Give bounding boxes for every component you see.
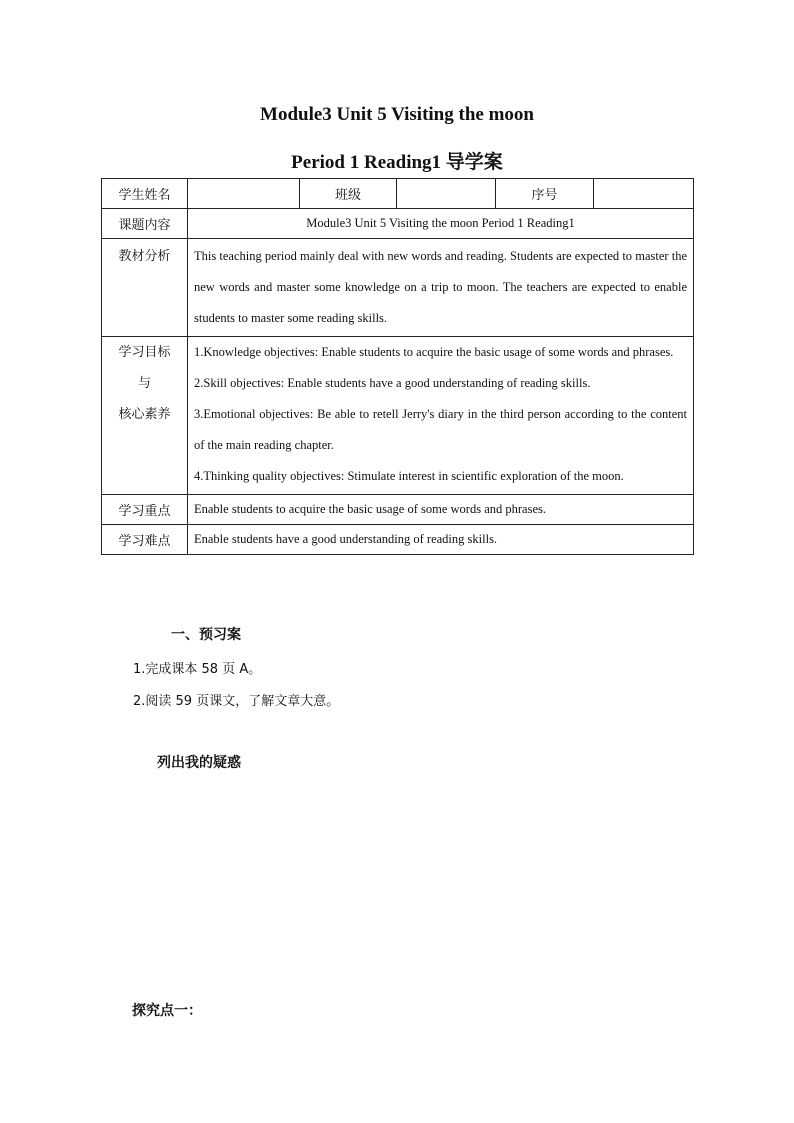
- seq-label: 序号: [496, 179, 594, 209]
- objective-item: 2.Skill objectives: Enable students have a good understanding of reading skills.: [194, 376, 591, 390]
- objectives-label: [102, 337, 188, 495]
- difficulty-text: Enable students have a good understanding of reading skills.: [188, 525, 694, 555]
- analysis-text: This teaching period mainly deal with new words and reading. Students are expected to master the new words and master some knowledge on a trip to moon. The teachers are expected to enable students to master some reading skills.: [194, 249, 687, 325]
- key-point-row: [102, 495, 694, 525]
- key-point-label: 学习重点: [102, 495, 188, 525]
- document-title: Module3 Unit 5 Visiting the moon: [260, 104, 534, 125]
- preview-task: 2.阅读 59 页课文，了解文章大意。: [133, 694, 340, 709]
- objective-item: 1.Knowledge objectives: Enable students to acquire the basic usage of some words and phrases.: [194, 345, 674, 359]
- analysis-row: [102, 239, 694, 337]
- class-label: 班级: [300, 179, 397, 209]
- student-name-label: 学生姓名: [102, 179, 188, 209]
- objective-item: 3.Emotional objectives: Be able to retell Jerry's diary in the third person according to the content of the main reading chapter.: [194, 407, 687, 452]
- topic-label: 课题内容: [102, 209, 188, 239]
- objectives-row: [102, 337, 694, 495]
- difficulty-label: 学习难点: [102, 525, 188, 555]
- analysis-label: 教材分析: [102, 239, 188, 337]
- document-subtitle: Period 1 Reading1 导学案: [291, 152, 503, 173]
- student-name-field[interactable]: [188, 179, 300, 209]
- difficulty-row: [102, 525, 694, 555]
- seq-field[interactable]: [594, 179, 694, 209]
- explore-heading: 探究点一：: [132, 1003, 202, 1019]
- questions-heading: 列出我的疑惑: [157, 755, 241, 771]
- key-point-text: Enable students to acquire the basic usage of some words and phrases.: [188, 495, 694, 525]
- preview-heading: 一、预习案: [171, 627, 241, 643]
- student-info-row: [102, 179, 694, 209]
- objectives-label-line2: 与: [137, 376, 151, 391]
- objective-item: 4.Thinking quality objectives: Stimulate interest in scientific exploration of the moon.: [194, 469, 624, 483]
- lesson-info-table: [101, 178, 694, 555]
- topic-row: [102, 209, 694, 239]
- class-field[interactable]: [397, 179, 496, 209]
- preview-task: 1.完成课本 58 页 A。: [133, 662, 262, 677]
- objectives-label-line3: 核心素养: [118, 407, 171, 422]
- objectives-label-line1: 学习目标: [118, 345, 171, 360]
- topic-value: Module3 Unit 5 Visiting the moon Period 1 Reading1: [188, 209, 694, 239]
